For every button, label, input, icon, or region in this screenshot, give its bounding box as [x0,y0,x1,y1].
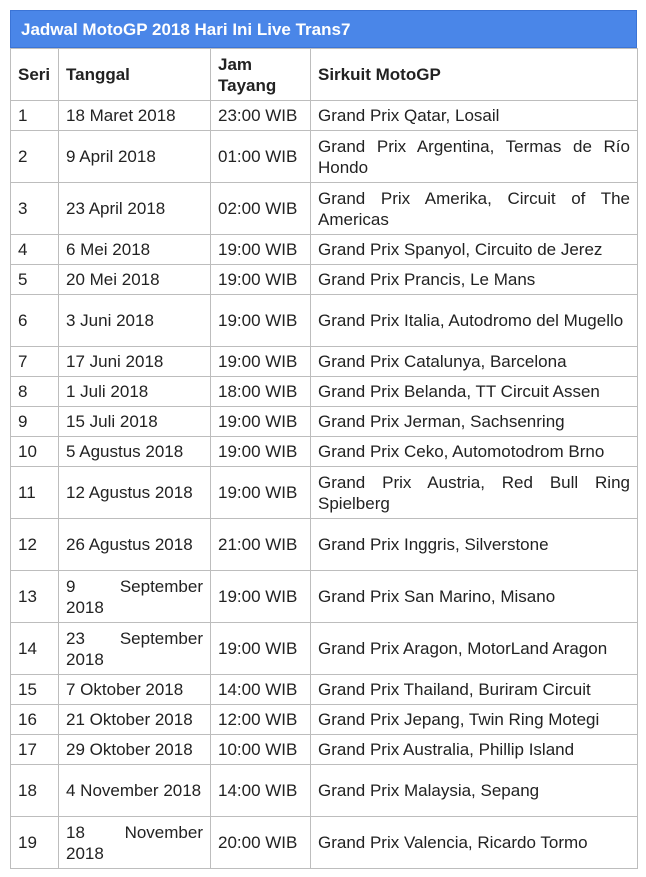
cell-jam-tayang: 19:00 WIB [211,347,311,377]
table-row [11,235,638,265]
cell-sirkuit: Grand Prix Australia, Phillip Island [311,735,638,765]
cell-tanggal: 7 Oktober 2018 [59,675,211,705]
table-row [11,571,638,623]
cell-tanggal: 9 September 2018 [59,571,211,623]
table-row [11,817,638,869]
cell-jam-tayang: 14:00 WIB [211,765,311,817]
cell-tanggal: 20 Mei 2018 [59,265,211,295]
cell-seri: 9 [11,407,59,437]
header-jam-tayang: Jam Tayang [211,49,311,101]
cell-jam-tayang: 19:00 WIB [211,571,311,623]
header-seri: Seri [11,49,59,101]
cell-sirkuit: Grand Prix Amerika, Circuit of The Americas [311,183,638,235]
header-tanggal: Tanggal [59,49,211,101]
table-row [11,467,638,519]
table-title: Jadwal MotoGP 2018 Hari Ini Live Trans7 [10,10,637,48]
table-row [11,295,638,347]
cell-tanggal: 21 Oktober 2018 [59,705,211,735]
table-header-row [11,49,638,101]
schedule-container [10,10,637,869]
schedule-table [10,48,638,869]
table-row [11,735,638,765]
cell-tanggal: 5 Agustus 2018 [59,437,211,467]
cell-tanggal: 18 November 2018 [59,817,211,869]
cell-seri: 16 [11,705,59,735]
cell-seri: 14 [11,623,59,675]
cell-jam-tayang: 19:00 WIB [211,623,311,675]
cell-jam-tayang: 20:00 WIB [211,817,311,869]
cell-tanggal: 23 April 2018 [59,183,211,235]
cell-tanggal: 15 Juli 2018 [59,407,211,437]
table-row [11,377,638,407]
cell-tanggal: 4 November 2018 [59,765,211,817]
cell-seri: 15 [11,675,59,705]
cell-seri: 4 [11,235,59,265]
cell-sirkuit: Grand Prix Jerman, Sachsenring [311,407,638,437]
cell-jam-tayang: 10:00 WIB [211,735,311,765]
cell-jam-tayang: 23:00 WIB [211,101,311,131]
cell-seri: 19 [11,817,59,869]
table-row [11,183,638,235]
cell-sirkuit: Grand Prix Belanda, TT Circuit Assen [311,377,638,407]
cell-tanggal: 12 Agustus 2018 [59,467,211,519]
cell-sirkuit: Grand Prix Austria, Red Bull Ring Spielberg [311,467,638,519]
cell-seri: 12 [11,519,59,571]
cell-sirkuit: Grand Prix Jepang, Twin Ring Motegi [311,705,638,735]
cell-jam-tayang: 01:00 WIB [211,131,311,183]
cell-tanggal: 23 September 2018 [59,623,211,675]
cell-seri: 2 [11,131,59,183]
table-row [11,407,638,437]
cell-jam-tayang: 02:00 WIB [211,183,311,235]
table-row [11,519,638,571]
cell-tanggal: 29 Oktober 2018 [59,735,211,765]
cell-seri: 1 [11,101,59,131]
cell-jam-tayang: 14:00 WIB [211,675,311,705]
cell-jam-tayang: 19:00 WIB [211,265,311,295]
cell-sirkuit: Grand Prix Italia, Autodromo del Mugello [311,295,638,347]
cell-sirkuit: Grand Prix Valencia, Ricardo Tormo [311,817,638,869]
cell-seri: 13 [11,571,59,623]
cell-sirkuit: Grand Prix Catalunya, Barcelona [311,347,638,377]
table-row [11,765,638,817]
cell-sirkuit: Grand Prix San Marino, Misano [311,571,638,623]
cell-jam-tayang: 19:00 WIB [211,235,311,265]
cell-sirkuit: Grand Prix Thailand, Buriram Circuit [311,675,638,705]
cell-seri: 18 [11,765,59,817]
cell-tanggal: 18 Maret 2018 [59,101,211,131]
cell-sirkuit: Grand Prix Aragon, MotorLand Aragon [311,623,638,675]
cell-sirkuit: Grand Prix Argentina, Termas de Río Hondo [311,131,638,183]
cell-jam-tayang: 12:00 WIB [211,705,311,735]
cell-sirkuit: Grand Prix Prancis, Le Mans [311,265,638,295]
cell-jam-tayang: 21:00 WIB [211,519,311,571]
cell-sirkuit: Grand Prix Malaysia, Sepang [311,765,638,817]
cell-seri: 8 [11,377,59,407]
table-row [11,437,638,467]
table-row [11,347,638,377]
cell-seri: 11 [11,467,59,519]
cell-seri: 3 [11,183,59,235]
cell-sirkuit: Grand Prix Inggris, Silverstone [311,519,638,571]
table-row [11,623,638,675]
cell-seri: 17 [11,735,59,765]
cell-tanggal: 6 Mei 2018 [59,235,211,265]
cell-jam-tayang: 19:00 WIB [211,295,311,347]
cell-tanggal: 3 Juni 2018 [59,295,211,347]
cell-tanggal: 9 April 2018 [59,131,211,183]
table-row [11,265,638,295]
cell-jam-tayang: 19:00 WIB [211,407,311,437]
cell-sirkuit: Grand Prix Spanyol, Circuito de Jerez [311,235,638,265]
table-row [11,675,638,705]
cell-tanggal: 17 Juni 2018 [59,347,211,377]
cell-tanggal: 1 Juli 2018 [59,377,211,407]
cell-sirkuit: Grand Prix Qatar, Losail [311,101,638,131]
cell-jam-tayang: 19:00 WIB [211,467,311,519]
table-row [11,101,638,131]
cell-jam-tayang: 18:00 WIB [211,377,311,407]
cell-seri: 10 [11,437,59,467]
header-sirkuit: Sirkuit MotoGP [311,49,638,101]
table-row [11,131,638,183]
cell-jam-tayang: 19:00 WIB [211,437,311,467]
cell-seri: 5 [11,265,59,295]
table-row [11,705,638,735]
cell-sirkuit: Grand Prix Ceko, Automotodrom Brno [311,437,638,467]
cell-seri: 6 [11,295,59,347]
cell-seri: 7 [11,347,59,377]
cell-tanggal: 26 Agustus 2018 [59,519,211,571]
